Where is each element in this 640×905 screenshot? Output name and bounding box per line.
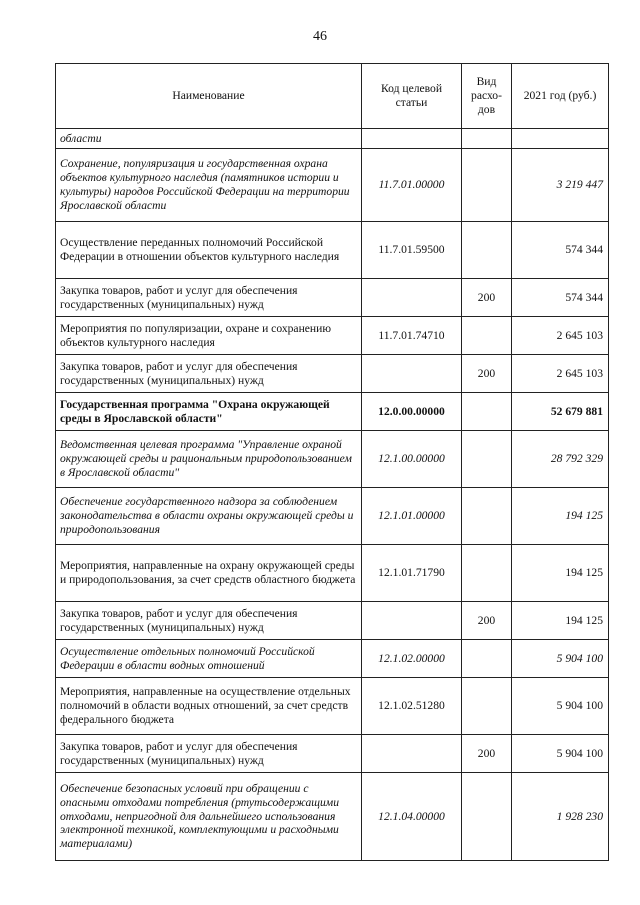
cell-kind bbox=[462, 640, 512, 678]
cell-kind bbox=[462, 545, 512, 602]
cell-code: 11.7.01.59500 bbox=[362, 222, 462, 279]
header-code: Код целевой статьи bbox=[362, 64, 462, 129]
cell-sum: 5 904 100 bbox=[512, 735, 609, 773]
cell-name: Осуществление отдельных полномочий Российской Федерации в области водных отношений bbox=[56, 640, 362, 678]
table-row bbox=[56, 355, 609, 393]
cell-name: области bbox=[56, 129, 362, 149]
table-row bbox=[56, 149, 609, 222]
cell-code: 12.1.00.00000 bbox=[362, 431, 462, 488]
cell-sum: 5 904 100 bbox=[512, 640, 609, 678]
cell-code: 11.7.01.00000 bbox=[362, 149, 462, 222]
cell-kind bbox=[462, 222, 512, 279]
page-number: 46 bbox=[313, 29, 327, 44]
table-row bbox=[56, 735, 609, 773]
cell-name: Закупка товаров, работ и услуг для обеспечения государственных (муниципальных) нужд bbox=[56, 602, 362, 640]
cell-code bbox=[362, 735, 462, 773]
cell-name: Обеспечение государственного надзора за соблюдением законодательства в области охраны окружающей среды и природопользования bbox=[56, 488, 362, 545]
cell-code: 12.0.00.00000 bbox=[362, 393, 462, 431]
cell-kind: 200 bbox=[462, 602, 512, 640]
cell-sum: 52 679 881 bbox=[512, 393, 609, 431]
table-row bbox=[56, 602, 609, 640]
cell-sum: 574 344 bbox=[512, 222, 609, 279]
cell-sum: 2 645 103 bbox=[512, 355, 609, 393]
table-row bbox=[56, 279, 609, 317]
cell-name: Закупка товаров, работ и услуг для обеспечения государственных (муниципальных) нужд bbox=[56, 355, 362, 393]
cell-kind: 200 bbox=[462, 279, 512, 317]
cell-name: Сохранение, популяризация и государственная охрана объектов культурного наследия (памятников истории и культуры) народов Российской Федерации на территории Ярославской области bbox=[56, 149, 362, 222]
cell-code: 12.1.01.71790 bbox=[362, 545, 462, 602]
cell-sum: 574 344 bbox=[512, 279, 609, 317]
table-row bbox=[56, 431, 609, 488]
cell-kind: 200 bbox=[462, 355, 512, 393]
table-row bbox=[56, 678, 609, 735]
cell-kind: 200 bbox=[462, 735, 512, 773]
cell-name: Закупка товаров, работ и услуг для обеспечения государственных (муниципальных) нужд bbox=[56, 735, 362, 773]
cell-code bbox=[362, 602, 462, 640]
cell-sum: 1 928 230 bbox=[512, 773, 609, 861]
cell-sum bbox=[512, 129, 609, 149]
budget-table bbox=[55, 63, 609, 861]
cell-name: Мероприятия по популяризации, охране и сохранению объектов культурного наследия bbox=[56, 317, 362, 355]
cell-kind bbox=[462, 393, 512, 431]
cell-kind bbox=[462, 129, 512, 149]
cell-kind bbox=[462, 431, 512, 488]
cell-code: 12.1.01.00000 bbox=[362, 488, 462, 545]
cell-name: Мероприятия, направленные на осуществление отдельных полномочий в области водных отношений, за счет средств федерального бюджета bbox=[56, 678, 362, 735]
cell-sum: 5 904 100 bbox=[512, 678, 609, 735]
header-sum: 2021 год (руб.) bbox=[512, 64, 609, 129]
cell-code bbox=[362, 129, 462, 149]
cell-name: Мероприятия, направленные на охрану окружающей среды и природопользования, за счет средств областного бюджета bbox=[56, 545, 362, 602]
cell-sum: 194 125 bbox=[512, 602, 609, 640]
cell-code bbox=[362, 355, 462, 393]
cell-code: 12.1.02.00000 bbox=[362, 640, 462, 678]
cell-kind bbox=[462, 773, 512, 861]
cell-sum: 194 125 bbox=[512, 545, 609, 602]
cell-name: Государственная программа "Охрана окружающей среды в Ярославской области" bbox=[56, 393, 362, 431]
table-row bbox=[56, 222, 609, 279]
cell-kind bbox=[462, 678, 512, 735]
cell-kind bbox=[462, 149, 512, 222]
cell-code: 12.1.02.51280 bbox=[362, 678, 462, 735]
header-kind: Вид расхо-дов bbox=[462, 64, 512, 129]
cell-code: 11.7.01.74710 bbox=[362, 317, 462, 355]
cell-kind bbox=[462, 317, 512, 355]
cell-sum: 3 219 447 bbox=[512, 149, 609, 222]
table-row bbox=[56, 640, 609, 678]
cell-name: Осуществление переданных полномочий Российской Федерации в отношении объектов культурного наследия bbox=[56, 222, 362, 279]
header-name: Наименование bbox=[56, 64, 362, 129]
table-row bbox=[56, 393, 609, 431]
cell-code bbox=[362, 279, 462, 317]
cell-name: Закупка товаров, работ и услуг для обеспечения государственных (муниципальных) нужд bbox=[56, 279, 362, 317]
table-body bbox=[56, 129, 609, 861]
cell-name: Ведомственная целевая программа "Управление охраной окружающей среды и рациональным природопользованием в Ярославской области" bbox=[56, 431, 362, 488]
cell-sum: 194 125 bbox=[512, 488, 609, 545]
cell-sum: 2 645 103 bbox=[512, 317, 609, 355]
cell-code: 12.1.04.00000 bbox=[362, 773, 462, 861]
table-header bbox=[56, 64, 609, 129]
table-row bbox=[56, 488, 609, 545]
cell-sum: 28 792 329 bbox=[512, 431, 609, 488]
table-row bbox=[56, 545, 609, 602]
table-row bbox=[56, 129, 609, 149]
cell-name: Обеспечение безопасных условий при обращении с опасными отходами потребления (ртутьсодержащими отходами, непригодной для дальнейшего использования электронной техникой, комплектующими и расходными материалами) bbox=[56, 773, 362, 861]
table-row bbox=[56, 317, 609, 355]
cell-kind bbox=[462, 488, 512, 545]
header-row bbox=[56, 64, 609, 129]
table-row bbox=[56, 773, 609, 861]
